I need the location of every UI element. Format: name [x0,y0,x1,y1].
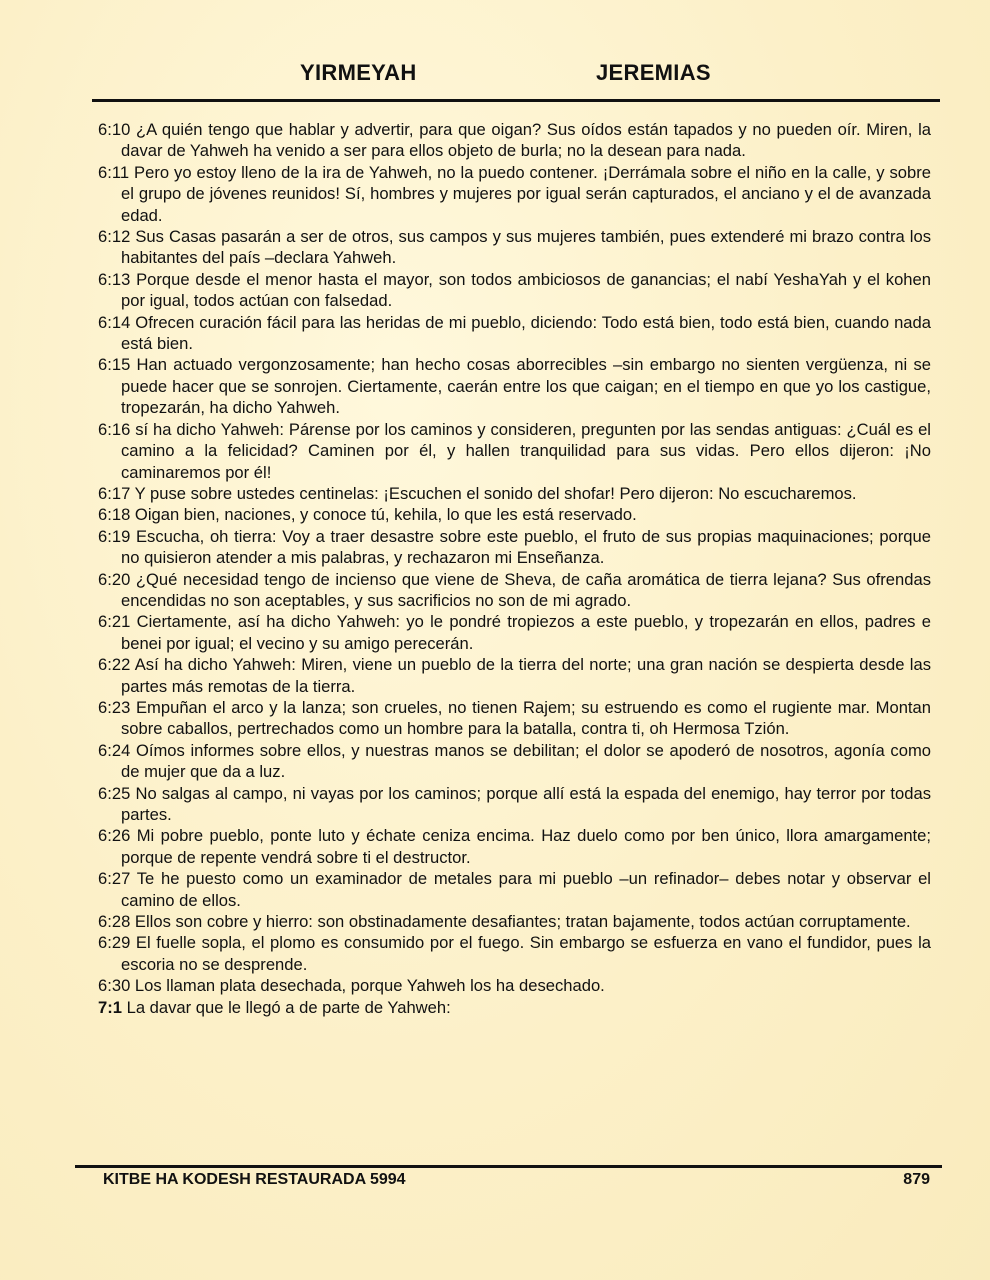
verse-reference: 6:19 [98,526,131,546]
verse [98,569,931,612]
verse [98,312,931,355]
verse-reference: 6:21 [98,612,131,632]
verse-reference: 6:20 [98,569,131,589]
verse-text: Oigan bien, naciones, y conoce tú, kehila, lo que les está reservado. [130,505,637,525]
verse-reference: 7:1 [98,997,122,1017]
verse-reference: 6:27 [98,869,131,889]
verse [98,783,931,826]
verse-text: Y puse sobre ustedes centinelas: ¡Escuchen el sonido del shofar! Pero dijeron: No escucharemos. [130,483,857,503]
verse-reference: 6:11 [98,162,130,182]
header-hebrew-title: YIRMEYAH [300,60,417,85]
verse-reference: 6:26 [98,826,131,846]
verse [98,419,931,483]
verse [98,654,931,697]
verse-text: Ellos son cobre y hierro: son obstinadamente desafiantes; tratan bajamente, todos actúan corruptamente. [130,912,911,932]
verse-text: Porque desde el menor hasta el mayor, son todos ambiciosos de ganancias; el nabí YeshaYah y el kohen por igual, todos actúan con falsedad. [121,269,931,311]
verse [98,740,931,783]
verse-text: Escucha, oh tierra: Voy a traer desastre sobre este pueblo, el fruto de sus propias maquinaciones; porque no quisieron atender a mis palabras, y rechazaron mi Enseñanza. [121,526,931,568]
running-footer [0,1171,990,1193]
verse-text: Sus Casas pasarán a ser de otros, sus campos y sus mujeres también, pues extenderé mi brazo contra los habitantes del país –declara Yahweh. [121,227,931,268]
verse-reference: 6:12 [98,227,131,247]
verse [98,226,931,269]
verse-text: Los llaman plata desechada, porque Yahweh los ha desechado. [130,976,605,996]
verse [98,526,931,569]
verse-text: Mi pobre pueblo, ponte luto y échate ceniza encima. Haz duelo como por ben único, llora amargamente; porque de repente vendrá sobre ti el destructor. [121,826,931,867]
verse-reference: 6:17 [98,483,131,503]
verse-reference: 6:24 [98,740,131,760]
verse-reference: 6:25 [98,783,131,803]
verse [98,119,931,162]
verse-text: Ofrecen curación fácil para las heridas de mi pueblo, diciendo: Todo está bien, todo está bien, cuando nada está bien. [121,312,931,354]
verse-text: El fuelle sopla, el plomo es consumido por el fuego. Sin embargo se esfuerza en vano el fundidor, pues la escoria no se desprende. [121,933,931,974]
footer-book-title: KITBE HA KODESH RESTAURADA 5994 [103,1171,406,1188]
verse-reference: 6:30 [98,976,131,996]
verse-reference: 6:13 [98,269,131,289]
verse [98,269,931,312]
verse-reference: 6:14 [98,312,131,332]
page-number: 879 [903,1171,930,1188]
verse-text: ¿A quién tengo que hablar y advertir, para que oigan? Sus oídos están tapados y no pueden oír. Miren, la davar de Yahweh ha venido a ser para ellos objeto de burla; no la desean para nada. [121,120,931,161]
verse-text: Han actuado vergonzosamente; han hecho cosas aborrecibles –sin embargo no sienten vergüenza, ni se puede hacer que se sonrojen. Ciertamente, caerán entre los que caigan; en el tiempo en que yo los castigue, tropezarán, ha dicho Yahweh. [121,355,931,418]
verse-reference: 6:22 [98,655,131,675]
verse-reference: 6:16 [98,419,131,439]
verse-text: La davar que le llegó a de parte de Yahweh: [121,997,451,1017]
verse [98,611,931,654]
verse-text: Oímos informes sobre ellos, y nuestras manos se debilitan; el dolor se apoderó de nosotros, agonía como de mujer que da a luz. [121,740,931,782]
verse-text: Empuñan el arco y la lanza; son crueles, no tienen Rajem; su estruendo es como el rugiente mar. Montan sobre caballos, pertrechados como un hombre para la batalla, contra ti, oh Hermosa Tzión. [121,697,931,739]
verse-reference: 6:15 [98,355,131,375]
verse-text: Pero yo estoy lleno de la ira de Yahweh, no la puedo contener. ¡Derrámala sobre el niño en la calle, y sobre el grupo de jóvenes reunidos! Sí, hombres y mujeres por igual serán capturados, el anciano y el de avanzada edad. [121,162,931,225]
verse-reference: 6:23 [98,697,131,717]
verse [98,911,931,932]
verse-reference: 6:18 [98,505,131,525]
verse-text: No salgas al campo, ni vayas por los caminos; porque allí está la espada del enemigo, hay terror por todas partes. [121,783,931,824]
verse [98,504,931,525]
verse-text: Ciertamente, así ha dicho Yahweh: yo le pondré tropiezos a este pueblo, y tropezarán en ellos, padres e benei por igual; el vecino y su amigo perecerán. [121,612,931,653]
verse [98,868,931,911]
verse-text: sí ha dicho Yahweh: Párense por los caminos y consideren, pregunten por las sendas antiguas: ¿Cuál es el camino a la felicidad? Caminen por él, y hallen tranquilidad para sus vidas. Pero ellos dijeron: ¡No caminaremos por él! [121,419,931,482]
verse [98,997,931,1018]
scripture-text [98,119,931,1018]
running-header [0,58,990,90]
header-spanish-title: JEREMIAS [596,60,711,85]
verse [98,354,931,418]
verse-text: ¿Qué necesidad tengo de incienso que viene de Sheva, de caña aromática de tierra lejana? Sus ofrendas encendidas no son aceptables, y sus sacrificios no son de mi agrado. [121,569,931,610]
verse-reference: 6:10 [98,120,131,139]
verse-reference: 6:28 [98,912,131,932]
header-divider [92,99,940,102]
verse-reference: 6:29 [98,933,131,953]
verse [98,975,931,996]
verse [98,825,931,868]
verse [98,697,931,740]
footer-divider [75,1165,942,1168]
verse [98,932,931,975]
verse-text: Así ha dicho Yahweh: Miren, viene un pueblo de la tierra del norte; una gran nación se despierta desde las partes más remotas de la tierra. [121,655,931,696]
verse [98,483,931,504]
verse [98,162,931,226]
verse-text: Te he puesto como un examinador de metales para mi pueblo –un refinador– debes notar y observar el camino de ellos. [121,869,931,910]
